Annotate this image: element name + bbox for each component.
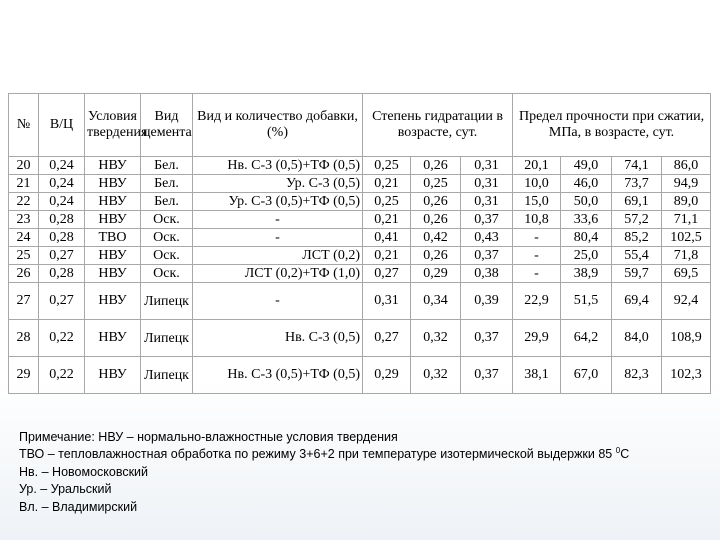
data-table — [8, 93, 711, 394]
cell-hydration-3: 0,37 — [461, 211, 513, 229]
cell-additive: Нв. С-3 (0,5) — [193, 320, 363, 357]
cell-strength-1: 10,0 — [513, 175, 561, 193]
cell-num: 23 — [9, 211, 39, 229]
cell-hydration-1: 0,27 — [363, 265, 411, 283]
table-row — [9, 283, 711, 320]
cell-hydration-3: 0,37 — [461, 247, 513, 265]
note-line: Вл. – Владимирский — [19, 499, 138, 514]
cell-additive: Ур. С-3 (0,5) — [193, 175, 363, 193]
cell-additive: ЛСТ (0,2)+ТФ (1,0) — [193, 265, 363, 283]
cell-strength-4: 89,0 — [662, 193, 711, 211]
cell-strength-3: 69,4 — [612, 283, 662, 320]
cell-strength-4: 71,1 — [662, 211, 711, 229]
cell-strength-2: 38,9 — [561, 265, 612, 283]
cell-conditions: НВУ — [85, 211, 141, 229]
notes-block — [19, 429, 629, 516]
note-line-tvo — [19, 446, 629, 463]
cell-wc: 0,28 — [39, 265, 85, 283]
cell-num: 28 — [9, 320, 39, 357]
note-text: ТВО – тепловлажностная обработка по режиму 3+6+2 при температуре изотермической выдержки 85 — [19, 447, 616, 462]
cell-num: 26 — [9, 265, 39, 283]
cell-hydration-2: 0,25 — [411, 175, 461, 193]
cell-strength-3: 73,7 — [612, 175, 662, 193]
cell-hydration-3: 0,37 — [461, 357, 513, 394]
cell-strength-1: - — [513, 229, 561, 247]
cell-strength-4: 69,5 — [662, 265, 711, 283]
cell-additive: Нв. С-3 (0,5)+ТФ (0,5) — [193, 357, 363, 394]
cell-strength-2: 80,4 — [561, 229, 612, 247]
cell-strength-2: 25,0 — [561, 247, 612, 265]
note-line: Примечание: НВУ – нормально-влажностные условия твердения — [19, 430, 398, 444]
cell-strength-2: 49,0 — [561, 157, 612, 175]
note-degree: 0 — [615, 446, 621, 456]
cell-strength-3: 69,1 — [612, 193, 662, 211]
cell-additive: ЛСТ (0,2) — [193, 247, 363, 265]
cell-num: 22 — [9, 193, 39, 211]
cell-additive: - — [193, 211, 363, 229]
cell-cement: Липецк — [141, 283, 193, 320]
cell-strength-2: 46,0 — [561, 175, 612, 193]
cell-hydration-2: 0,42 — [411, 229, 461, 247]
cell-wc: 0,28 — [39, 229, 85, 247]
table-row — [9, 247, 711, 265]
cell-hydration-1: 0,25 — [363, 193, 411, 211]
cell-num: 24 — [9, 229, 39, 247]
cell-strength-3: 84,0 — [612, 320, 662, 357]
cell-strength-4: 71,8 — [662, 247, 711, 265]
cell-hydration-1: 0,41 — [363, 229, 411, 247]
cell-wc: 0,27 — [39, 283, 85, 320]
cell-hydration-3: 0,37 — [461, 320, 513, 357]
header-strength: Предел прочности при сжатии, МПа, в возрасте, сут. — [513, 94, 711, 157]
cell-hydration-2: 0,34 — [411, 283, 461, 320]
cell-strength-2: 64,2 — [561, 320, 612, 357]
cell-strength-3: 85,2 — [612, 229, 662, 247]
cell-strength-2: 50,0 — [561, 193, 612, 211]
cell-conditions: НВУ — [85, 283, 141, 320]
cell-strength-1: 38,1 — [513, 357, 561, 394]
table-row — [9, 157, 711, 175]
cell-strength-1: 29,9 — [513, 320, 561, 357]
cell-strength-3: 59,7 — [612, 265, 662, 283]
cell-conditions: НВУ — [85, 320, 141, 357]
cell-wc: 0,22 — [39, 357, 85, 394]
cell-num: 27 — [9, 283, 39, 320]
cell-wc: 0,22 — [39, 320, 85, 357]
cell-hydration-3: 0,43 — [461, 229, 513, 247]
cell-cement: Оск. — [141, 265, 193, 283]
header-row — [9, 94, 711, 157]
cell-strength-1: 15,0 — [513, 193, 561, 211]
cell-strength-3: 55,4 — [612, 247, 662, 265]
cell-cement: Бел. — [141, 157, 193, 175]
cell-additive: - — [193, 283, 363, 320]
cell-strength-3: 82,3 — [612, 357, 662, 394]
cell-hydration-1: 0,25 — [363, 157, 411, 175]
cell-num: 21 — [9, 175, 39, 193]
cell-hydration-1: 0,21 — [363, 211, 411, 229]
header-conditions: Условия твердения — [85, 94, 141, 157]
cell-hydration-3: 0,31 — [461, 175, 513, 193]
header-wc: В/Ц — [39, 94, 85, 157]
table-row — [9, 193, 711, 211]
cell-strength-4: 102,3 — [662, 357, 711, 394]
cell-hydration-1: 0,21 — [363, 175, 411, 193]
cell-hydration-2: 0,26 — [411, 193, 461, 211]
cell-hydration-3: 0,38 — [461, 265, 513, 283]
cell-cement: Липецк — [141, 357, 193, 394]
cell-cement: Бел. — [141, 193, 193, 211]
cell-cement: Оск. — [141, 211, 193, 229]
note-unit: С — [620, 447, 630, 462]
cell-strength-1: 22,9 — [513, 283, 561, 320]
cell-hydration-1: 0,21 — [363, 247, 411, 265]
header-additive: Вид и количество добавки, (%) — [193, 94, 363, 157]
cell-strength-4: 102,5 — [662, 229, 711, 247]
cell-additive: Ур. С-3 (0,5)+ТФ (0,5) — [193, 193, 363, 211]
cell-cement: Оск. — [141, 229, 193, 247]
cell-hydration-2: 0,26 — [411, 247, 461, 265]
cell-hydration-3: 0,31 — [461, 193, 513, 211]
cell-hydration-1: 0,31 — [363, 283, 411, 320]
table-row — [9, 265, 711, 283]
cell-hydration-2: 0,32 — [411, 320, 461, 357]
cell-hydration-1: 0,27 — [363, 320, 411, 357]
header-num: № — [9, 94, 39, 157]
cell-hydration-3: 0,31 — [461, 157, 513, 175]
cell-num: 29 — [9, 357, 39, 394]
cell-cement: Липецк — [141, 320, 193, 357]
cell-hydration-3: 0,39 — [461, 283, 513, 320]
cell-strength-4: 94,9 — [662, 175, 711, 193]
note-line: Ур. – Уральский — [19, 482, 112, 497]
cell-cement: Бел. — [141, 175, 193, 193]
cell-strength-2: 51,5 — [561, 283, 612, 320]
cell-wc: 0,28 — [39, 211, 85, 229]
cell-conditions: НВУ — [85, 157, 141, 175]
table-row — [9, 211, 711, 229]
cell-num: 25 — [9, 247, 39, 265]
cell-conditions: ТВО — [85, 229, 141, 247]
cell-strength-2: 33,6 — [561, 211, 612, 229]
cell-conditions: НВУ — [85, 357, 141, 394]
cell-strength-3: 57,2 — [612, 211, 662, 229]
cell-additive: Нв. С-3 (0,5)+ТФ (0,5) — [193, 157, 363, 175]
cell-cement: Оск. — [141, 247, 193, 265]
cell-conditions: НВУ — [85, 175, 141, 193]
cell-conditions: НВУ — [85, 247, 141, 265]
note-line: Нв. – Новомосковский — [19, 464, 149, 479]
cell-wc: 0,24 — [39, 193, 85, 211]
cell-strength-4: 92,4 — [662, 283, 711, 320]
cell-strength-1: - — [513, 265, 561, 283]
cell-wc: 0,27 — [39, 247, 85, 265]
cell-hydration-1: 0,29 — [363, 357, 411, 394]
cell-hydration-2: 0,32 — [411, 357, 461, 394]
cell-additive: - — [193, 229, 363, 247]
cell-wc: 0,24 — [39, 157, 85, 175]
cell-hydration-2: 0,26 — [411, 157, 461, 175]
table-row — [9, 357, 711, 394]
header-cement-type: Вид цемента — [141, 94, 193, 157]
cell-conditions: НВУ — [85, 193, 141, 211]
cell-strength-1: 20,1 — [513, 157, 561, 175]
cell-strength-1: - — [513, 247, 561, 265]
header-hydration: Степень гидратации в возрасте, сут. — [363, 94, 513, 157]
cell-strength-1: 10,8 — [513, 211, 561, 229]
table-row — [9, 175, 711, 193]
cell-strength-4: 108,9 — [662, 320, 711, 357]
table-row — [9, 320, 711, 357]
cell-strength-4: 86,0 — [662, 157, 711, 175]
cell-strength-2: 67,0 — [561, 357, 612, 394]
table-body — [9, 157, 711, 394]
cell-hydration-2: 0,29 — [411, 265, 461, 283]
cell-wc: 0,24 — [39, 175, 85, 193]
cell-hydration-2: 0,26 — [411, 211, 461, 229]
cell-num: 20 — [9, 157, 39, 175]
cell-strength-3: 74,1 — [612, 157, 662, 175]
cell-conditions: НВУ — [85, 265, 141, 283]
table-row — [9, 229, 711, 247]
